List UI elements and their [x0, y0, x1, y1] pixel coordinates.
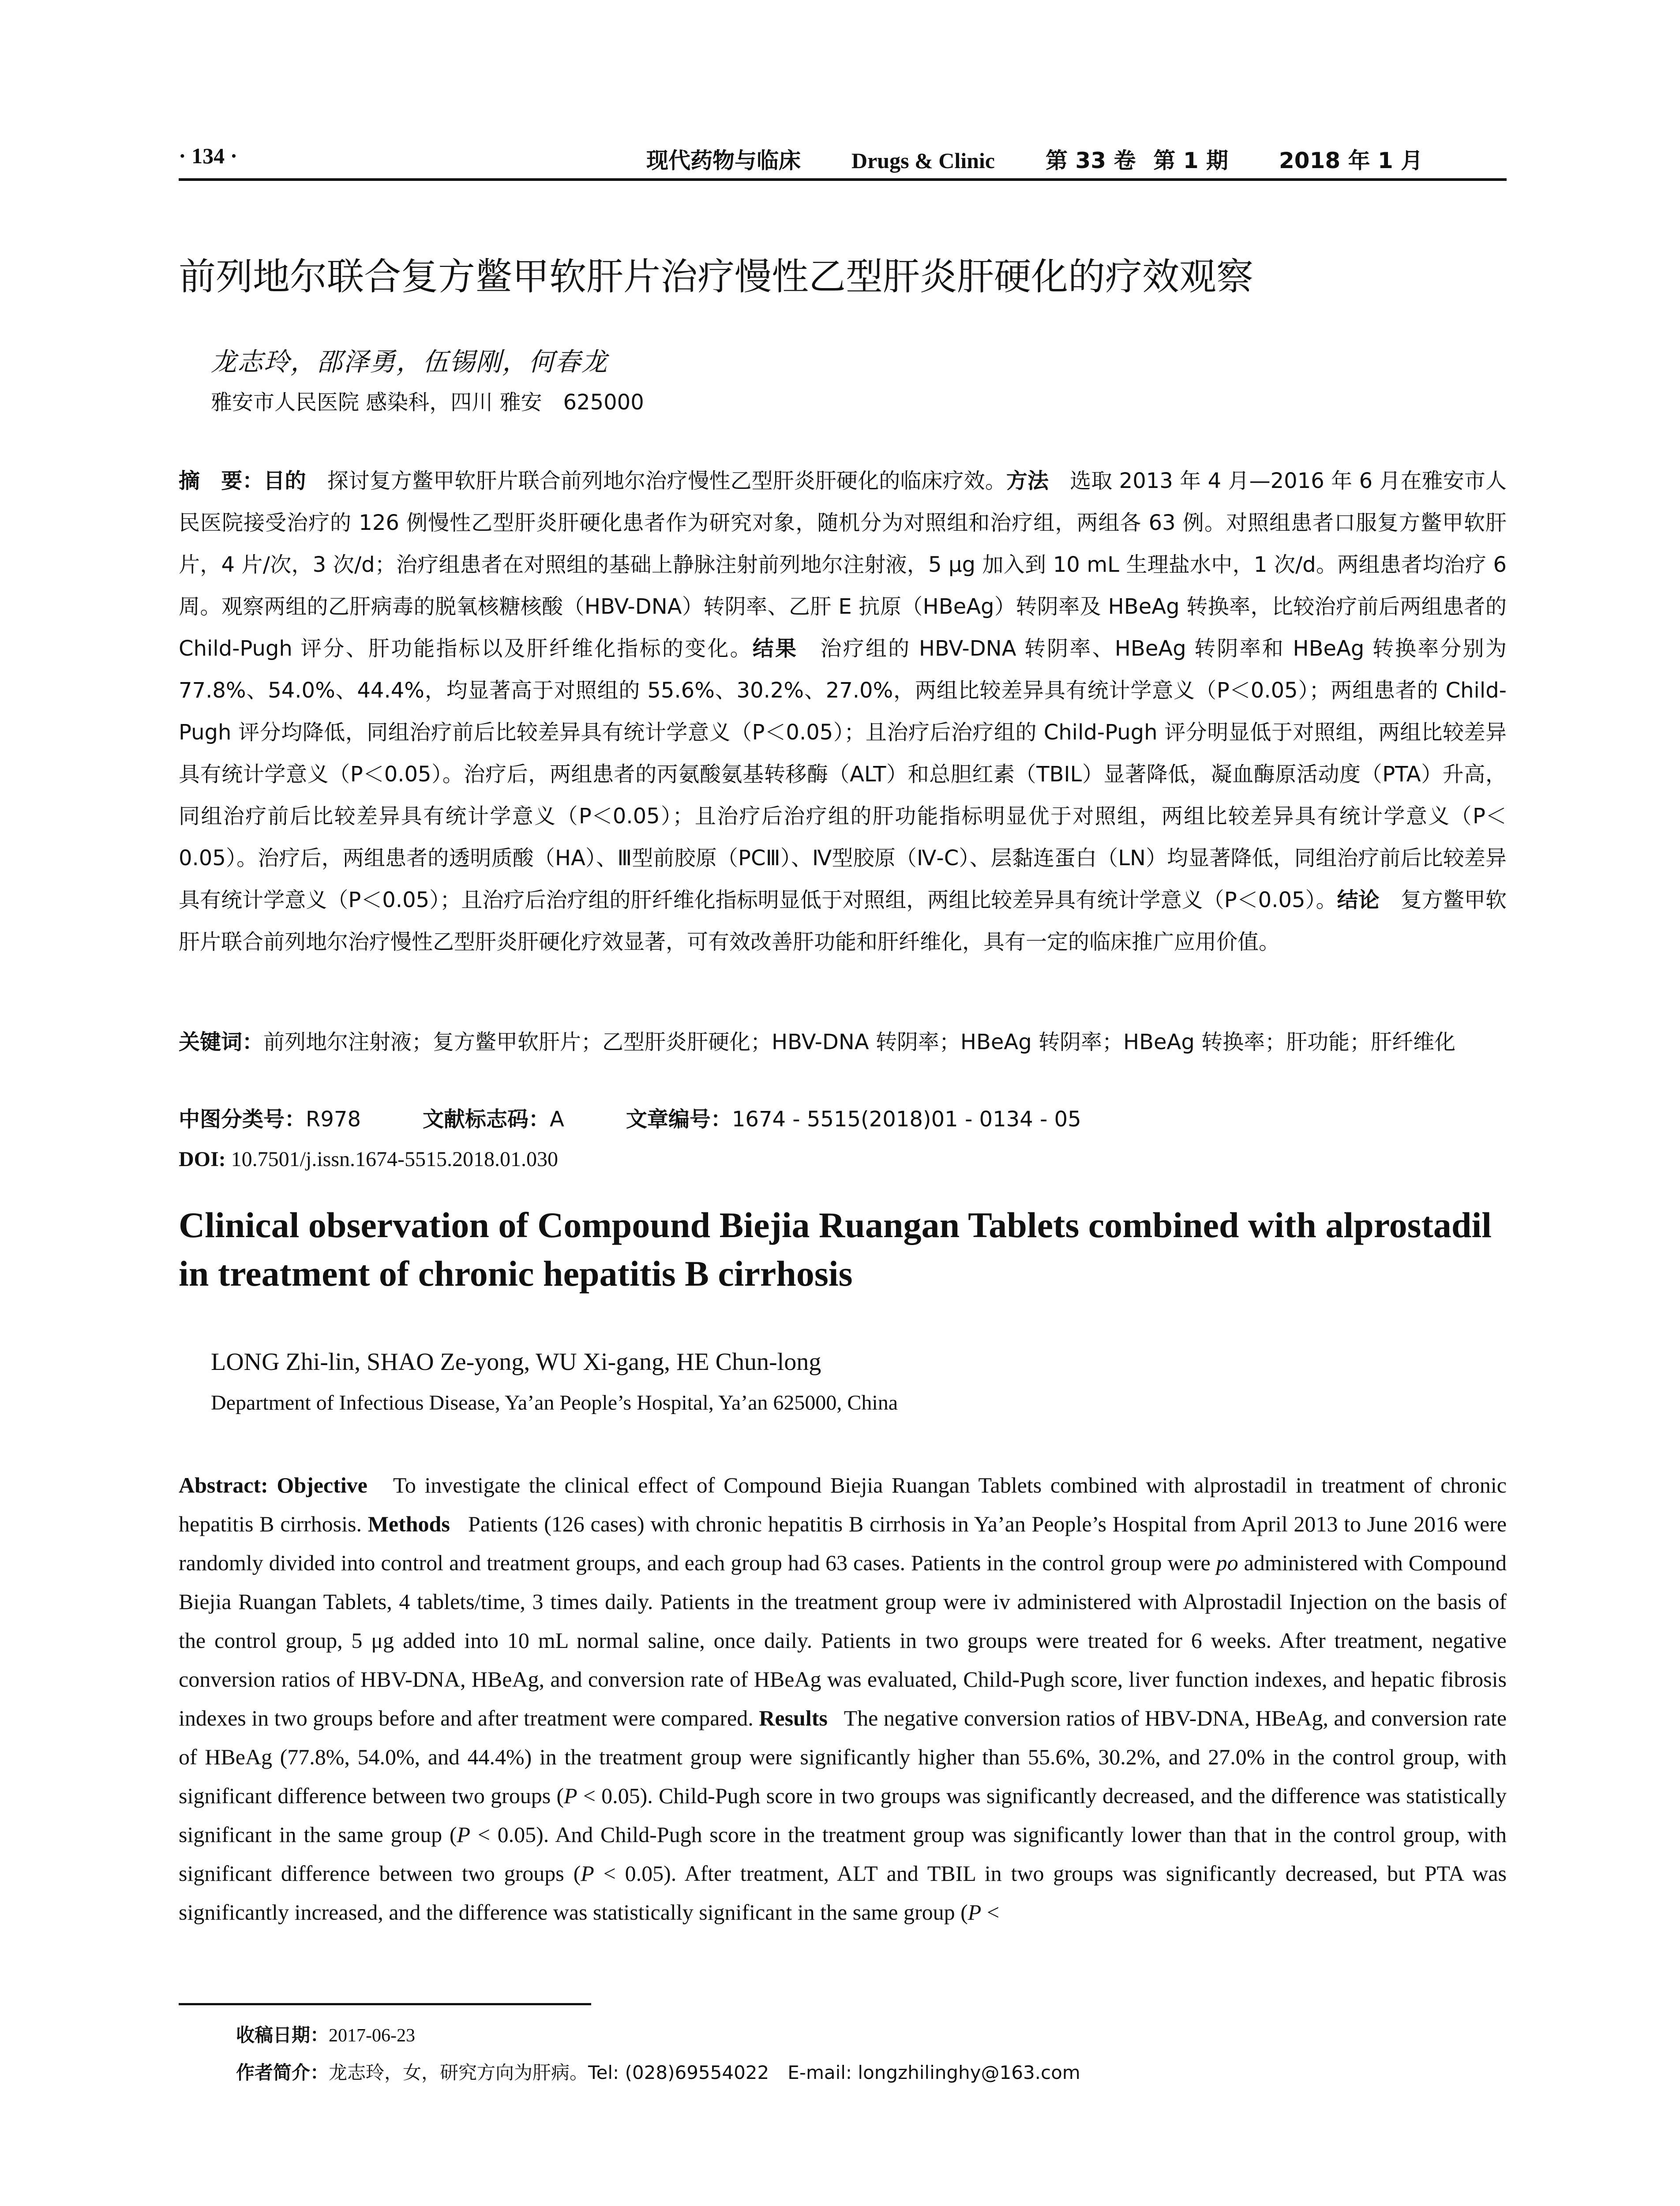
en-results-label: Results [759, 1706, 828, 1730]
en-results-5: < [981, 1900, 1000, 1925]
received-label: 收稿日期： [236, 2024, 329, 2046]
p-symbol: P [581, 1861, 594, 1886]
cn-methods-label: 方法 [1006, 469, 1049, 493]
volume: 第 33 卷 [1046, 148, 1136, 173]
cn-keywords-label: 关键词： [179, 1030, 264, 1054]
en-abstract [179, 1466, 1507, 1932]
en-methods-1: Patients (126 cases) with chronic hepatitis B cirrhosis in Ya’an People’s Hospital from April 2013 to June 2016 were randomly divided into control and treatment groups, and each group had 63 cases. Patients in the control group were [179, 1512, 1507, 1575]
cn-affiliation: 雅安市人民医院 感染科，四川 雅安 625000 [211, 390, 644, 415]
en-abstract-label: Abstract: Objective [179, 1473, 368, 1497]
cn-results-label: 结果 [752, 636, 798, 661]
doi-label: DOI: [179, 1148, 226, 1171]
cn-abstract [179, 460, 1507, 963]
cn-abstract-label: 摘 要： [179, 469, 264, 493]
article-no: 1674 - 5515(2018)01 - 0134 - 05 [731, 1107, 1081, 1132]
en-objective: To investigate the clinical effect of Compound Biejia Ruangan Tablets combined with alprostadil in treatment of chronic hepatitis B cirrhosis. [179, 1473, 1507, 1536]
en-methods-label: Methods [368, 1512, 450, 1536]
p-symbol: P [968, 1900, 982, 1925]
author-bio-text: 龙志玲，女，研究方向为肝病。Tel: (028)69554022 E-mail: longzhilinghy@163.com [329, 2062, 1080, 2083]
cn-conclusion: 复方鳖甲软肝片联合前列地尔治疗慢性乙型肝炎肝硬化疗效显著，可有效改善肝功能和肝纤维化，具有一定的临床推广应用价值。 [179, 888, 1507, 954]
p-symbol: P [564, 1783, 578, 1808]
clc-code: R978 [306, 1107, 361, 1132]
article-no-label: 文章编号： [626, 1107, 732, 1132]
cn-results: 治疗组的 HBV-DNA 转阴率、HBeAg 转阴率和 HBeAg 转换率分别为 77.8%、54.0%、44.4%，均显著高于对照组的 55.6%、30.2%、27.0%，两组比较差异具有统计学意义（P＜0.05）；两组患者的 Child-Pugh 评分均降低，同组治疗前后比较差异具有统计学意义（P＜0.05）；且治疗后治疗组的 Child-Pugh 评分明显低于对照组，两组比较差异具有统计学意义（P＜0.05）。治疗后，两组患者的丙氨酸氨基转移酶（ALT）和总胆红素（TBIL）显著降低，凝血酶原活动度（PTA）升高，同组治疗前后比较差异具有统计学意义（P＜0.05）；且治疗后治疗组的肝功能指标明显优于对照组，两组比较差异具有统计学意义（P＜0.05）。治疗后，两组患者的透明质酸（HA）、Ⅲ型前胶原（PCⅢ）、Ⅳ型胶原（Ⅳ-C）、层黏连蛋白（LN）均显著降低，同组治疗前后比较差异具有统计学意义（P＜0.05）；且治疗后治疗组的肝纤维化指标明显低于对照组，两组比较差异具有统计学意义（P＜0.05）。 [179, 636, 1507, 912]
cn-keywords-text: 前列地尔注射液；复方鳖甲软肝片；乙型肝炎肝硬化；HBV-DNA 转阴率；HBeAg 转阴率；HBeAg 转换率；肝功能；肝纤维化 [263, 1030, 1456, 1054]
en-results-1: The negative conversion ratios of HBV-DNA, HBeAg, and conversion rate of HBeAg (77.8%, 54.0%, and 44.4%) in the treatment group were significantly higher than 55.6%, 30.2%, and 27.0% in the control group, with significant difference between two groups ( [179, 1706, 1507, 1808]
p-symbol: P [457, 1822, 471, 1847]
journal-name-cn: 现代药物与临床 [646, 148, 801, 173]
running-header [179, 140, 1507, 181]
doc-code-label: 文献标志码： [422, 1107, 550, 1132]
cn-objective: 探讨复方鳖甲软肝片联合前列地尔治疗慢性乙型肝炎肝硬化的临床疗效。 [327, 469, 1006, 493]
cn-conclusion-label: 结论 [1337, 888, 1380, 912]
en-methods-po: po [1216, 1550, 1238, 1575]
received-date [236, 2021, 415, 2047]
author-bio [236, 2058, 1080, 2085]
en-results-2: < 0.05). Child-Pugh score in two groups was significantly decreased, and the difference was statistically significant in the same group ( [179, 1783, 1507, 1847]
clc-label: 中图分类号： [179, 1107, 306, 1132]
cn-classification [179, 1099, 1507, 1141]
en-results-3: < 0.05). And Child-Pugh score in the treatment group was significantly lower than that in the control group, with significant difference between two groups ( [179, 1822, 1507, 1886]
cn-objective-label: 目的 [263, 469, 306, 493]
cn-authors: 龙志玲，邵泽勇，伍锡刚，何春龙 [211, 347, 608, 377]
en-methods-2: administered with Compound Biejia Ruangan Tablets, 4 tablets/time, 3 times daily. Patients in the treatment group were iv administered with Alprostadil Injection on the basis of the control group, 5 μg added into 10 mL normal saline, once daily. Patients in two groups were treated for 6 weeks. After treatment, negative conversion ratios of HBV-DNA, HBeAg, and conversion rate of HBeAg was evaluated, Child-Pugh score, liver function indexes, and hepatic fibrosis indexes in two groups before and after treatment were compared. [179, 1550, 1507, 1730]
en-title: Clinical observation of Compound Biejia Ruangan Tablets combined with alprostadil in treatment of chronic hepatitis B cirrhosis [179, 1205, 1492, 1294]
doi-line [179, 1138, 1507, 1180]
issue-date: 2018 年 1 月 [1279, 148, 1423, 173]
cn-keywords [179, 1021, 1507, 1063]
doi-value: 10.7501/j.issn.1674-5515.2018.01.030 [231, 1148, 559, 1171]
cn-title: 前列地尔联合复方鳖甲软肝片治疗慢性乙型肝炎肝硬化的疗效观察 [179, 255, 1254, 298]
page-number: · 134 · [179, 143, 238, 168]
footnote-rule [179, 2003, 591, 2005]
en-authors: LONG Zhi-lin, SHAO Ze-yong, WU Xi-gang, HE Chun-long [211, 1348, 821, 1376]
author-bio-label: 作者简介： [236, 2062, 329, 2083]
journal-name-en: Drugs & Clinic [851, 148, 995, 173]
cn-methods: 选取 2013 年 4 月—2016 年 6 月在雅安市人民医院接受治疗的 126 例慢性乙型肝炎肝硬化患者作为研究对象，随机分为对照组和治疗组，两组各 63 例。对照组患者口服复方鳖甲软肝片，4 片/次，3 次/d；治疗组患者在对照组的基础上静脉注射前列地尔注射液，5 μg 加入到 10 mL 生理盐水中，1 次/d。两组患者均治疗 6 周。观察两组的乙肝病毒的脱氧核糖核酸（HBV-DNA）转阴率、乙肝 E 抗原（HBeAg）转阴率及 HBeAg 转换率，比较治疗前后两组患者的 Child-Pugh 评分、肝功能指标以及肝纤维化指标的变化。 [179, 469, 1507, 661]
en-affiliation: Department of Infectious Disease, Ya’an People’s Hospital, Ya’an 625000, China [211, 1391, 898, 1414]
en-results-4: < 0.05). After treatment, ALT and TBIL in two groups was significantly decreased, but PTA was significantly increased, and the difference was statistically significant in the same group ( [179, 1861, 1507, 1925]
received-value: 2017-06-23 [329, 2026, 415, 2046]
journal-info [646, 143, 1423, 175]
issue: 第 1 期 [1153, 148, 1229, 173]
doc-code: A [550, 1107, 564, 1132]
